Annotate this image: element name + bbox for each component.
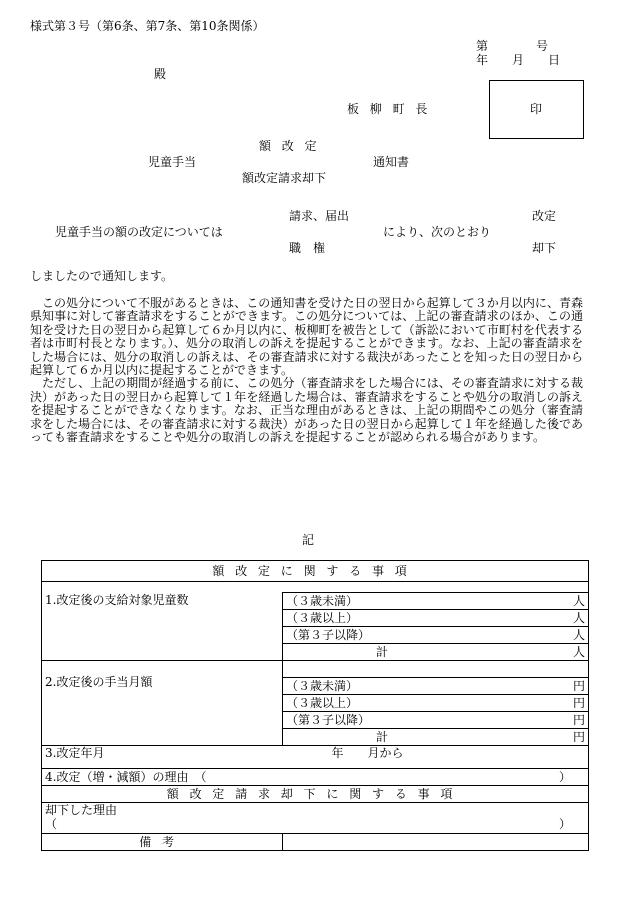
title-option-revision-rejection: 額改定請求却下 [242,171,327,185]
reason-option-ex-officio: 職 権 [289,241,326,255]
item-1-label: 1.改定後の支給対象児童数 [42,593,283,661]
title-prefix: 児童手当 [148,155,197,169]
addressee-suffix: 殿 [154,67,167,81]
date-label: 年 月 日 [476,53,561,67]
section-amount-revision-header: 額改定に関する事項 [42,561,589,582]
child-count-total-row: 計 人 [283,644,589,661]
result-option-reject: 却下 [532,241,557,255]
child-count-row: （３歳未満） 人 [283,593,589,610]
seal-mark: 印 [530,102,543,116]
child-count-row: （３歳以上） 人 [283,610,589,627]
result-option-revise: 改定 [532,209,557,223]
monthly-amount-row: （第３子以降） 円 [283,712,589,729]
monthly-amount-row: （３歳未満） 円 [283,678,589,695]
appeal-notice [30,297,583,444]
lead-subject: 児童手当の額の改定については [55,225,223,239]
section-rejection-header: 額改定請求却下に関する事項 [42,786,589,803]
seal-box [489,80,584,139]
ki-heading: 記 [302,533,315,547]
appeal-notice-paragraph-2: ただし、上記の期間が経過する前に、この処分（審査請求をした場合には、その審査請求に対する裁決）があった日の翌日から起算して１年を経過した場合は、審査請求をすることや処分の取消しの訴えを提起することができなくなります。なお、正当な理由があるときは、上記の期間やこの処分（審査請求をした場合には、その審査請求に対する裁決）があった日の翌日から起算して１年を経過した後であっても審査請求をすることや処分の取消しの訴えを提起することが認められる場合があります。 [30,376,583,445]
remarks-field [283,834,589,851]
appeal-notice-paragraph-1: この処分について不服があるときは、この通知書を受けた日の翌日から起算して３か月以内に、青森県知事に対して審査請求をすることができます。この処分については、上記の審査請求のほか、この通知を受けた日の翌日から起算して６か月以内に、板柳町を被告として（訴訟において市町村を代表する者は市町村長となります。）、処分の取消しの訴えを提起することができます。なお、上記の審査請求をした場合には、処分の取消しの訴えは、その審査請求に対する裁決があったことを知った日の翌日から起算して６か月以内に提起することができます。 [30,296,583,378]
lead-connector: により、次のとおり [383,225,492,239]
form-reference: 様式第３号（第6条、第7条、第10条関係） [30,19,265,33]
item-4-row: 4.改定（増・減額）の理由 （ ） [42,769,589,786]
item-2-label: 2.改定後の手当月額 [42,661,283,746]
reason-option-request: 請求、届出 [289,209,350,223]
monthly-amount-total-row: 計 円 [283,729,589,746]
issuer-name: 板柳町長 [347,102,439,116]
rejection-reason-row: 却下した理由 （ ） [42,803,589,834]
monthly-amount-row: （３歳以上） 円 [283,695,589,712]
document-number-label: 第 号 [476,39,549,53]
details-table [41,560,589,851]
remarks-label: 備考 [42,834,283,851]
title-suffix: 通知書 [373,155,410,169]
lead-closing: しましたので通知します。 [30,269,174,283]
child-count-row: （第３子以降） 人 [283,627,589,644]
item-3-row: 3.改定年月 年 月から [42,746,589,769]
title-option-amount-revision: 額改定 [259,139,328,153]
